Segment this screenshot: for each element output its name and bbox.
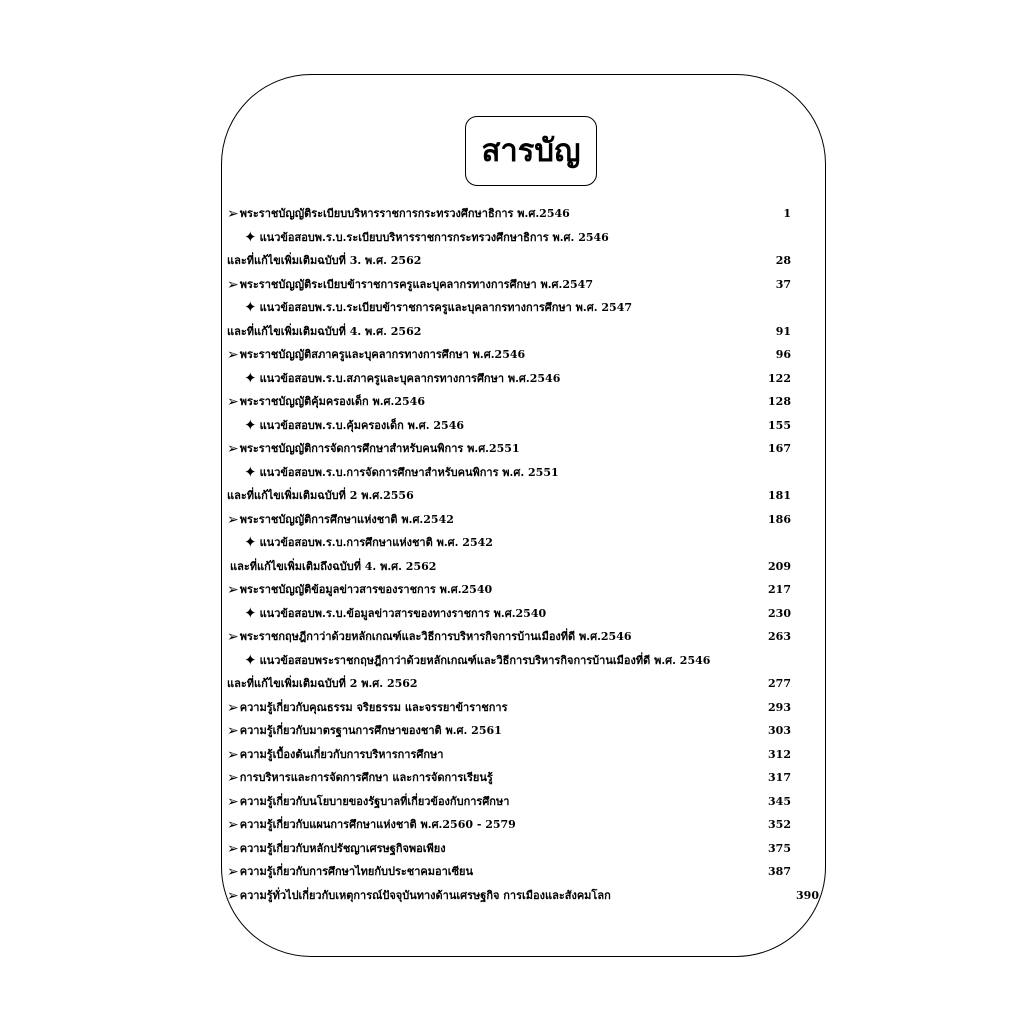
star-bullet-icon: ✦ (244, 650, 257, 669)
toc-entry-title: แนวข้อสอบพระราชกฤษฎีกาว่าด้วยหลักเกณฑ์และวิธีการบริหารกิจการบ้านเมืองที่ดี พ.ศ. 2546 (259, 653, 711, 667)
toc-entry-page-number: 312 (768, 747, 791, 761)
arrow-bullet-icon: ➢ (227, 582, 239, 598)
toc-entry (227, 719, 823, 743)
toc-entry (227, 484, 823, 508)
arrow-bullet-icon: ➢ (227, 629, 239, 645)
toc-entry-page-number: 317 (768, 771, 791, 784)
table-of-contents (227, 202, 823, 907)
toc-entry (227, 884, 823, 908)
toc-entry-page-number: 303 (768, 724, 791, 737)
title-box (465, 116, 597, 186)
toc-entry-page-number: 390 (796, 888, 819, 902)
toc-entry-page-number: 375 (768, 841, 791, 855)
toc-entry (227, 531, 823, 555)
toc-entry (227, 649, 823, 673)
arrow-bullet-icon: ➢ (227, 206, 239, 222)
toc-entry-page-number: 128 (768, 395, 791, 408)
arrow-bullet-icon: ➢ (227, 723, 239, 739)
toc-entry-title: ความรู้ทั่วไปเกี่ยวกับเหตุการณ์ปัจจุบันทางด้านเศรษฐกิจ การเมืองและสังคมโลก (239, 888, 611, 902)
toc-entry-title: พระราชกฤษฎีกาว่าด้วยหลักเกณฑ์และวิธีการบริหารกิจการบ้านเมืองที่ดี พ.ศ.2546 (239, 630, 632, 643)
arrow-bullet-icon: ➢ (227, 511, 239, 528)
toc-entry-page-number: 28 (775, 254, 791, 267)
arrow-bullet-icon: ➢ (227, 699, 239, 716)
toc-entry-title: และที่แก้ไขเพิ่มเติมถึงฉบับที่ 4. พ.ศ. 2562 (230, 559, 437, 573)
toc-entry-title: พระราชบัญญัติข้อมูลข่าวสารของราชการ พ.ศ.2540 (239, 583, 493, 596)
toc-entry-title: และที่แก้ไขเพิ่มเติมฉบับที่ 2 พ.ศ.2556 (227, 489, 414, 502)
toc-entry (227, 860, 823, 884)
toc-entry-page-number: 387 (768, 865, 791, 878)
toc-entry (227, 226, 823, 250)
toc-entry-page-number: 181 (768, 489, 791, 502)
arrow-bullet-icon: ➢ (227, 817, 239, 833)
toc-entry (227, 273, 823, 297)
toc-entry (227, 320, 823, 344)
toc-entry-page-number: 1 (783, 207, 791, 220)
toc-entry-title: ความรู้เกี่ยวกับการศึกษาไทยกับประชาคมอาเซียน (239, 865, 474, 878)
toc-entry (227, 508, 823, 532)
toc-entry (227, 555, 823, 579)
arrow-bullet-icon: ➢ (227, 770, 239, 786)
toc-entry (227, 578, 823, 602)
toc-entry-title: และที่แก้ไขเพิ่มเติมฉบับที่ 3. พ.ศ. 2562 (227, 254, 422, 267)
toc-entry (227, 790, 823, 814)
toc-entry (227, 625, 823, 649)
page-title: สารบัญ (481, 132, 581, 169)
toc-entry-page-number: 352 (768, 818, 791, 831)
toc-entry-title: พระราชบัญญัติสภาครูและบุคลากรทางการศึกษา พ.ศ.2546 (239, 348, 526, 361)
arrow-bullet-icon: ➢ (227, 746, 239, 763)
toc-entry-page-number: 209 (768, 559, 791, 573)
toc-entry-title: ความรู้เกี่ยวกับแผนการศึกษาแห่งชาติ พ.ศ.2560 - 2579 (239, 818, 516, 831)
arrow-bullet-icon: ➢ (227, 347, 239, 363)
arrow-bullet-icon: ➢ (227, 793, 239, 810)
toc-entry-title: แนวข้อสอบพ.ร.บ.การศึกษาแห่งชาติ พ.ศ. 2542 (259, 536, 493, 549)
toc-entry-page-number: 345 (768, 794, 791, 808)
toc-entry-title: พระราชบัญญัติระเบียบบริหารราชการกระทรวงศึกษาธิการ พ.ศ.2546 (239, 207, 570, 220)
star-bullet-icon: ✦ (244, 227, 257, 246)
toc-entry (227, 743, 823, 767)
toc-entry-page-number: 167 (768, 442, 791, 455)
toc-entry-page-number: 91 (775, 324, 791, 338)
toc-entry-title: แนวข้อสอบพ.ร.บ.คุ้มครองเด็ก พ.ศ. 2546 (259, 418, 465, 432)
arrow-bullet-icon: ➢ (227, 276, 239, 293)
star-bullet-icon: ✦ (244, 533, 257, 551)
toc-entry (227, 813, 823, 837)
arrow-bullet-icon: ➢ (227, 864, 239, 880)
toc-entry (227, 766, 823, 790)
toc-entry-page-number: 293 (768, 700, 791, 714)
arrow-bullet-icon: ➢ (227, 394, 239, 410)
star-bullet-icon: ✦ (244, 368, 257, 387)
toc-entry-title: และที่แก้ไขเพิ่มเติมฉบับที่ 2 พ.ศ. 2562 (227, 677, 418, 690)
toc-entry-title: การบริหารและการจัดการศึกษา และการจัดการเรียนรู้ (239, 771, 493, 784)
toc-entry-title: แนวข้อสอบพ.ร.บ.สภาครูและบุคลากรทางการศึกษา พ.ศ.2546 (259, 371, 561, 385)
toc-entry (227, 461, 823, 485)
toc-entry-page-number: 186 (768, 512, 791, 526)
toc-entry (227, 602, 823, 626)
toc-entry-page-number: 37 (775, 277, 791, 291)
toc-entry (227, 202, 823, 226)
toc-entry (227, 390, 823, 414)
arrow-bullet-icon: ➢ (227, 840, 239, 857)
toc-entry-page-number: 217 (768, 583, 791, 596)
toc-entry-title: และที่แก้ไขเพิ่มเติมฉบับที่ 4. พ.ศ. 2562 (227, 324, 422, 338)
toc-entry-title: พระราชบัญญัติระเบียบข้าราชการครูและบุคลากรทางการศึกษา พ.ศ.2547 (239, 277, 593, 291)
star-bullet-icon: ✦ (244, 462, 257, 481)
toc-entry-page-number: 263 (768, 630, 791, 643)
toc-entry-title: พระราชบัญญัติการศึกษาแห่งชาติ พ.ศ.2542 (239, 512, 454, 526)
toc-entry (227, 414, 823, 438)
toc-entry-page-number: 277 (768, 677, 791, 690)
toc-entry (227, 696, 823, 720)
star-bullet-icon: ✦ (244, 415, 257, 434)
toc-entry (227, 437, 823, 461)
toc-entry-title: แนวข้อสอบพ.ร.บ.ระเบียบบริหารราชการกระทรวงศึกษาธิการ พ.ศ. 2546 (259, 230, 609, 244)
toc-entry (227, 837, 823, 861)
star-bullet-icon: ✦ (244, 603, 257, 622)
toc-entry-title: แนวข้อสอบพ.ร.บ.ข้อมูลข่าวสารของทางราชการ พ.ศ.2540 (259, 606, 547, 620)
toc-entry (227, 367, 823, 391)
toc-entry-page-number: 96 (775, 348, 791, 361)
toc-entry (227, 343, 823, 367)
toc-entry (227, 249, 823, 273)
toc-entry-title: ความรู้เกี่ยวกับมาตรฐานการศึกษาของชาติ พ.ศ. 2561 (239, 724, 502, 737)
toc-entry-title: ความรู้เกี่ยวกับหลักปรัชญาเศรษฐกิจพอเพียง (239, 841, 446, 855)
toc-entry-title: ความรู้เกี่ยวกับนโยบายของรัฐบาลที่เกี่ยวข้องกับการศึกษา (239, 794, 510, 808)
toc-entry-title: แนวข้อสอบพ.ร.บ.ระเบียบข้าราชการครูและบุคลากรทางการศึกษา พ.ศ. 2547 (259, 301, 633, 314)
toc-entry-title: ความรู้เบื้องต้นเกี่ยวกับการบริหารการศึกษา (239, 747, 444, 761)
toc-entry (227, 672, 823, 696)
arrow-bullet-icon: ➢ (227, 441, 239, 457)
toc-entry-page-number: 155 (768, 418, 791, 432)
star-bullet-icon: ✦ (244, 298, 257, 316)
arrow-bullet-icon: ➢ (227, 887, 239, 904)
toc-entry-page-number: 230 (768, 606, 791, 620)
toc-entry-page-number: 122 (768, 371, 791, 385)
toc-entry-title: ความรู้เกี่ยวกับคุณธรรม จริยธรรม และจรรยาข้าราชการ (239, 700, 508, 714)
toc-entry (227, 296, 823, 320)
toc-entry-title: แนวข้อสอบพ.ร.บ.การจัดการศึกษาสำหรับคนพิการ พ.ศ. 2551 (259, 465, 559, 479)
toc-entry-title: พระราชบัญญัติคุ้มครองเด็ก พ.ศ.2546 (239, 395, 425, 408)
toc-entry-title: พระราชบัญญัติการจัดการศึกษาสำหรับคนพิการ พ.ศ.2551 (239, 442, 520, 455)
